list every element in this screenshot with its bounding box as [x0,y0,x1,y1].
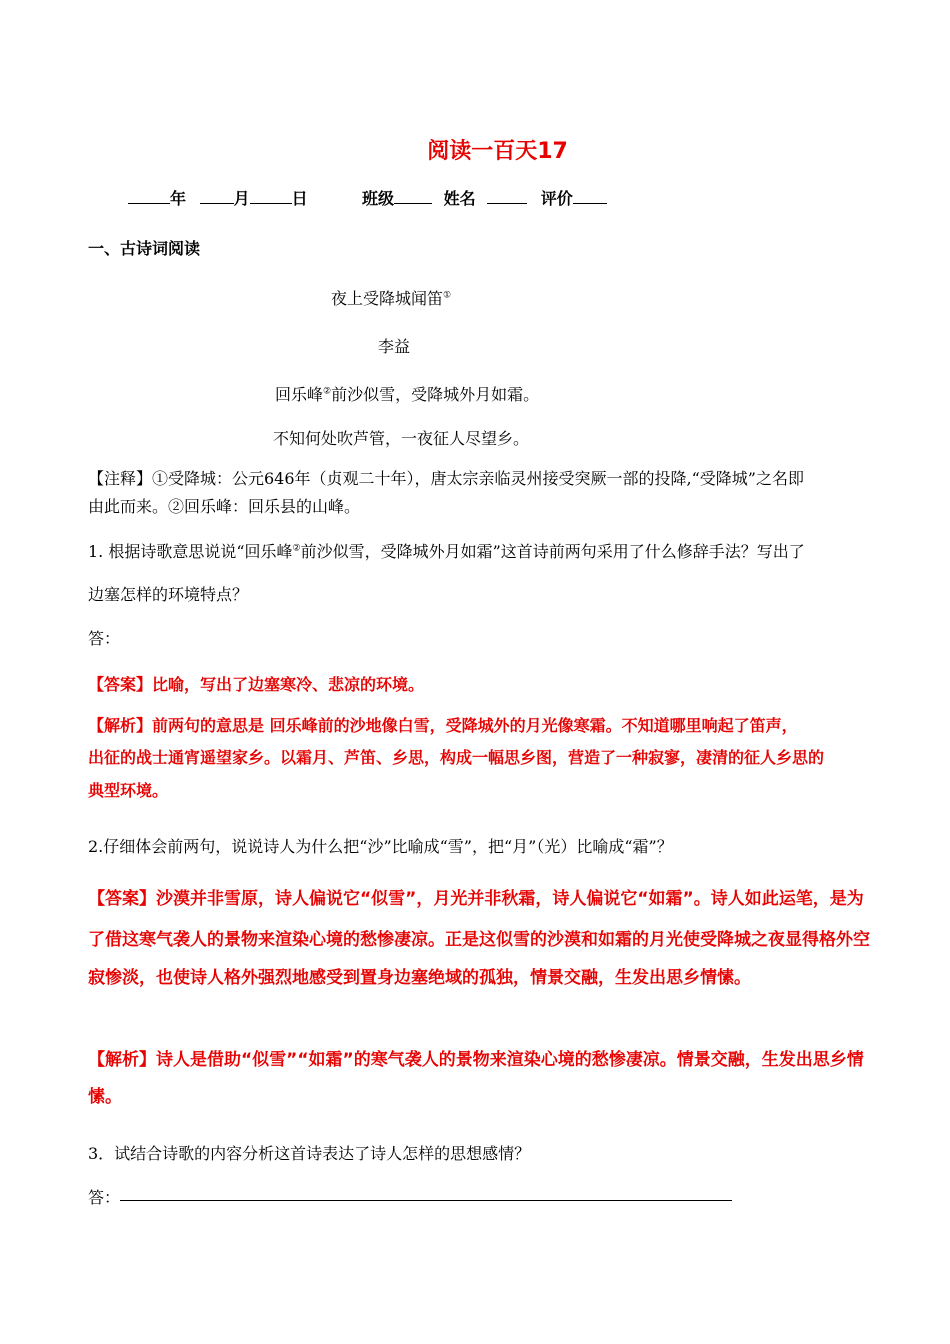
q3-answer-line [120,1200,732,1201]
q1-analysis-2: 出征的战士通宵遥望家乡。以霜月、芦笛、乡思，构成一幅思乡图，营造了一种寂寥，凄清的征人乡思的 [88,748,825,767]
eval-blank [573,189,607,204]
class-label: 班级 [362,189,395,208]
name-blank [487,189,527,204]
q3-answer-label: 答： [88,1188,121,1207]
year-label: 年 [170,189,187,208]
notes-line-2: 由此而来。②回乐峰：回乐县的山峰。 [88,497,361,516]
q1-answer: 【答案】比喻，写出了边塞寒冷、悲凉的环境。 [88,675,425,694]
day-label: 日 [291,189,308,208]
name-label: 姓名 [443,189,476,208]
q2-answer-1: 【答案】沙漠并非雪原，诗人偏说它“似雪”，月光并非秋霜，诗人偏说它“如霜”。诗人如此运笔，是为 [88,889,864,909]
poem-author: 李益 [378,337,411,356]
poem-line-2: 不知何处吹芦管，一夜征人尽望乡。 [273,429,530,448]
page-title: 阅读一百天17 [427,139,568,164]
poem-line-1: 回乐峰②前沙似雪，受降城外月如霜。 [275,385,540,404]
q2-answer-3: 寂惨淡，也使诗人格外强烈地感受到置身边塞绝域的孤独，情景交融，生发出思乡情愫。 [88,968,751,988]
q1-analysis-3: 典型环境。 [88,781,169,800]
month-blank [200,189,234,204]
month-label: 月 [233,189,250,208]
day-blank [250,189,292,204]
q2-analysis-2: 愫。 [88,1087,122,1107]
header-info [362,186,607,209]
header-date [128,186,308,209]
eval-label: 评价 [540,189,573,208]
q1-line-2: 边塞怎样的环境特点？ [88,585,249,604]
q2-answer-2: 了借这寒气袭人的景物来渲染心境的愁惨凄凉。正是这似雪的沙漠和如霜的月光使受降城之夜显得格外空 [88,930,870,950]
q3-question: 3．试结合诗歌的内容分析这首诗表达了诗人怎样的思想感情？ [88,1144,531,1163]
year-blank [128,189,170,204]
q2-analysis-1: 【解析】诗人是借助“似雪”“如霜”的寒气袭人的景物来渲染心境的愁惨凄凉。情景交融，生发出思乡情 [88,1050,864,1070]
section-heading: 一、古诗词阅读 [88,239,201,258]
q1-line-1: 1. 根据诗歌意思说说“回乐峰②前沙似雪，受降城外月如霜”这首诗前两句采用了什么修辞手法？写出了 [88,542,805,561]
class-blank [394,189,432,204]
q1-analysis-1: 【解析】前两句的意思是 回乐峰前的沙地像白雪，受降城外的月光像寒霜。不知道哪里响起了笛声， [88,716,798,735]
notes-line-1: 【注释】①受降城：公元646年（贞观二十年），唐太宗亲临灵州接受突厥一部的投降,“受降城”之名即 [88,469,804,488]
q2-question: 2.仔细体会前两句，说说诗人为什么把“沙”比喻成“雪”，把“月”（光）比喻成“霜”？ [88,837,673,856]
q1-answer-label: 答： [88,629,121,648]
poem-title: 夜上受降城闻笛① [331,289,452,308]
